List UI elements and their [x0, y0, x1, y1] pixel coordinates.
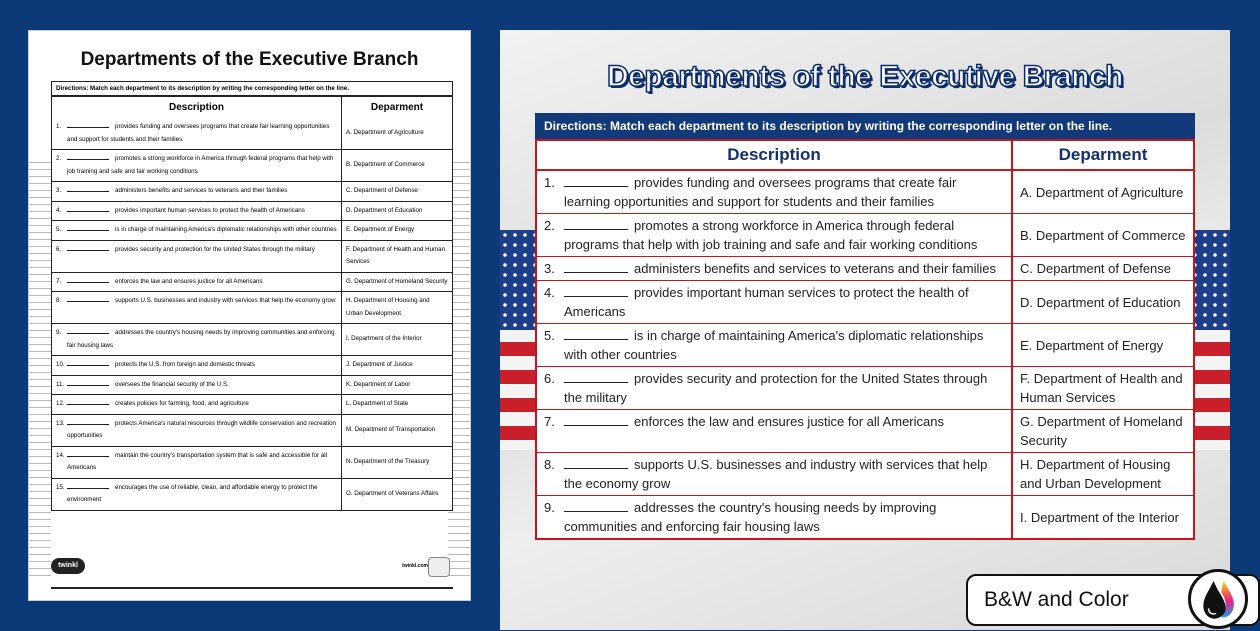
item-number: 4.: [56, 206, 62, 214]
answer-blank[interactable]: [67, 380, 109, 386]
department-cell: [342, 118, 452, 149]
flag-decoration: [500, 230, 540, 450]
item-number: 9.: [56, 329, 62, 336]
description: enforces the law and ensures justice for all Americans: [115, 277, 263, 285]
description: enforces the law and ensures justice for all Americans: [634, 414, 944, 429]
description-text: [67, 327, 337, 352]
description: administers benefits and services to veterans and their families: [634, 261, 997, 276]
item-number: 11.: [56, 380, 65, 388]
description-text: [67, 450, 337, 475]
ink-drops-icon: [1188, 569, 1248, 629]
department-name: C. Department of Defense: [346, 187, 418, 194]
table-row: [52, 323, 452, 355]
department-cell: [1013, 367, 1193, 409]
answer-blank[interactable]: [67, 328, 109, 334]
description: creates policies for farming, food, and agriculture: [115, 400, 249, 407]
description-cell: [537, 324, 1013, 366]
department-cell: [342, 447, 452, 478]
item-number: 15.: [56, 483, 65, 491]
table-row: [52, 118, 452, 149]
description: provides security and protection for the United States through the military: [115, 245, 315, 253]
description-cell: [537, 257, 1013, 280]
description-cell: [537, 496, 1013, 538]
description-text: [67, 295, 335, 320]
item-number: 4.: [544, 285, 555, 300]
description-text: [564, 498, 1004, 536]
description-cell: [537, 214, 1013, 256]
department-cell: [342, 415, 452, 446]
description-cell: [537, 453, 1013, 495]
department-name: O. Department of Veterans Affairs: [346, 489, 439, 497]
table-row: [537, 213, 1193, 256]
description: provides important human services to protect the health of Americans: [115, 206, 305, 214]
description-text: [564, 455, 1004, 493]
department-cell: [342, 356, 452, 375]
item-number: 2.: [56, 155, 62, 162]
answer-blank[interactable]: [67, 296, 109, 302]
description-text: [67, 359, 255, 372]
table-row: [52, 240, 452, 272]
department-cell: [1013, 171, 1193, 213]
color-worksheet-preview: [500, 30, 1230, 630]
description-cell: [537, 171, 1013, 213]
footer-rule: [51, 587, 453, 589]
item-number: 3.: [544, 261, 555, 276]
table-row: [52, 181, 452, 201]
department-cell: [342, 479, 452, 510]
description: administers benefits and services to veterans and their families: [115, 187, 288, 194]
table-row: [537, 280, 1193, 323]
description-text: [564, 369, 1004, 407]
department-cell: [1013, 257, 1193, 280]
description-text: [67, 244, 315, 269]
description-text: [67, 153, 337, 178]
department-cell: [342, 202, 452, 221]
directions: Directions: Match each department to its description by writing the corresponding letter on the line.: [535, 113, 1195, 139]
description-text: [67, 418, 337, 443]
item-number: 7.: [544, 414, 555, 429]
answer-blank[interactable]: [564, 413, 628, 426]
description: provides funding and oversees programs that create fair learning opportunities and support for students and their families: [67, 123, 330, 143]
description-cell: [52, 118, 342, 149]
description: promotes a strong workforce in America through federal programs that help with job training and safe and fair working conditions: [564, 218, 978, 252]
answer-blank[interactable]: [564, 499, 628, 512]
item-number: 8.: [544, 457, 555, 472]
department-name: I. Department of the Interior: [1020, 509, 1179, 525]
table-row: [52, 394, 452, 414]
bw-worksheet-preview: [28, 30, 471, 601]
answer-blank[interactable]: [564, 217, 628, 230]
description-text: [67, 121, 337, 146]
department-cell: [1013, 410, 1193, 452]
table-row: [537, 171, 1193, 213]
table-row: [537, 409, 1193, 452]
department-name: M. Department of Transportation: [346, 425, 436, 433]
flag-decoration: [1190, 230, 1230, 450]
item-number: 10.: [56, 361, 65, 368]
table-body: [52, 118, 452, 510]
department-cell: [342, 376, 452, 395]
description-text: [67, 398, 249, 411]
description-text: [564, 216, 1004, 254]
item-number: 14.: [56, 451, 65, 459]
department-name: B. Department of Commerce: [1020, 227, 1186, 243]
header-department: Deparment: [370, 102, 424, 113]
table-row: [52, 355, 452, 375]
table-row: [52, 220, 452, 240]
answer-blank[interactable]: [67, 419, 109, 425]
table-row: [52, 375, 452, 395]
description-cell: [52, 395, 342, 414]
description: provides security and protection for the United States through the military: [564, 371, 988, 405]
description-text: [67, 276, 263, 289]
description: promotes a strong workforce in America through federal programs that help with job training and safe and fair working conditions: [67, 155, 334, 175]
table-row: [52, 272, 452, 292]
description: is in charge of maintaining America's diplomatic relationships with other countries: [564, 328, 984, 362]
description-cell: [52, 273, 342, 292]
footer-url: twinkl.com: [402, 563, 428, 569]
department-cell: [342, 292, 452, 323]
item-number: 3.: [56, 187, 62, 194]
description: provides important human services to protect the health of Americans: [564, 285, 969, 319]
item-number: 2.: [544, 218, 555, 233]
department-cell: [1013, 214, 1193, 256]
answer-blank[interactable]: [67, 277, 109, 283]
answer-blank[interactable]: [564, 370, 628, 383]
department-name: G. Department of Homeland Security: [1020, 414, 1183, 448]
description-cell: [52, 356, 342, 375]
header-description: Description: [52, 97, 342, 118]
description: protects America's natural resources through wildlife conservation and recreation opportunities: [67, 419, 336, 439]
description-text: [564, 412, 944, 450]
description-cell: [52, 221, 342, 240]
description-text: [564, 326, 1004, 364]
description-cell: [52, 202, 342, 221]
description-cell: [52, 241, 342, 272]
department-name: D. Department of Education: [1020, 294, 1181, 310]
item-number: 6.: [56, 245, 62, 253]
description: is in charge of maintaining America's diplomatic relationships with other countries: [115, 226, 337, 233]
department-name: H. Department of Housing and Urban Development: [346, 297, 430, 317]
table-header: [52, 96, 452, 118]
item-number: 12.: [56, 400, 65, 407]
department-cell: [342, 241, 452, 272]
department-name: K. Department of Labor: [346, 380, 411, 388]
answer-blank[interactable]: [67, 225, 109, 231]
description: provides funding and oversees programs that create fair learning opportunities and support for students and their families: [564, 175, 957, 209]
description-text: [67, 205, 305, 218]
header-description: Description: [537, 141, 1013, 169]
table-row: [52, 201, 452, 221]
description: maintain the country's transportation system that is safe and accessible for all Americans: [67, 451, 328, 471]
table-row: [52, 291, 452, 323]
table-row: [537, 256, 1193, 280]
answer-blank[interactable]: [564, 456, 628, 469]
department-cell: [1013, 496, 1193, 538]
worksheet-title: Departments of the Executive Branch: [607, 60, 1123, 93]
matching-table: [51, 81, 453, 511]
description: supports U.S. businesses and industry with services that help the economy grow: [115, 297, 336, 304]
description-text: [564, 259, 996, 278]
table-row: [537, 323, 1193, 366]
department-cell: [1013, 324, 1193, 366]
department-cell: [342, 395, 452, 414]
item-number: 5.: [56, 226, 62, 233]
answer-blank[interactable]: [67, 451, 109, 457]
description: oversees the financial security of the U.S.: [115, 380, 229, 388]
description-cell: [52, 182, 342, 201]
directions: Directions: Match each department to its description by writing the corresponding letter on the line.: [52, 82, 452, 96]
item-number: 13.: [56, 419, 65, 427]
department-cell: [342, 273, 452, 292]
answer-blank[interactable]: [67, 122, 109, 128]
item-number: 7.: [56, 277, 62, 285]
department-name: D. Department of Education: [346, 206, 423, 214]
table-row: [52, 414, 452, 446]
department-name: C. Department of Defense: [1020, 261, 1172, 276]
answer-blank[interactable]: [564, 174, 628, 187]
description-cell: [52, 479, 342, 510]
description-cell: [52, 324, 342, 355]
table-row: [537, 495, 1193, 538]
answer-blank[interactable]: [67, 483, 109, 489]
twinkl-logo: twinkl: [51, 558, 85, 574]
description-cell: [52, 415, 342, 446]
answer-blank[interactable]: [564, 260, 628, 273]
answer-blank[interactable]: [67, 360, 109, 366]
description-cell: [537, 281, 1013, 323]
header-department: Deparment: [1058, 145, 1148, 164]
item-number: 8.: [56, 297, 62, 304]
answer-blank[interactable]: [564, 327, 628, 340]
description-cell: [52, 447, 342, 478]
department-cell: [1013, 281, 1193, 323]
department-name: E. Department of Energy: [1020, 337, 1164, 353]
answer-blank[interactable]: [67, 245, 109, 251]
description-text: [67, 482, 337, 507]
description: supports U.S. businesses and industry with services that help the economy grow: [564, 457, 988, 491]
department-cell: [342, 150, 452, 181]
department-cell: [1013, 453, 1193, 495]
department-cell: [342, 324, 452, 355]
department-cell: [342, 221, 452, 240]
department-name: A. Department of Agriculture: [1020, 184, 1184, 200]
table-row: [52, 446, 452, 478]
item-number: 9.: [544, 500, 555, 515]
department-name: F. Department of Health and Human Services: [346, 245, 446, 265]
table-header: [537, 141, 1193, 171]
description-cell: [537, 367, 1013, 409]
badge-label: B&W and Color: [984, 588, 1129, 611]
department-name: N. Department of the Treasury: [346, 457, 430, 465]
item-number: 6.: [544, 371, 555, 386]
department-name: J. Department of Justice: [346, 361, 413, 368]
department-cell: [342, 182, 452, 201]
description-text: [67, 379, 229, 392]
table-body: [537, 171, 1193, 538]
answer-blank[interactable]: [67, 399, 109, 405]
table-row: [52, 149, 452, 181]
description-text: [67, 185, 287, 198]
description: addresses the country's housing needs by improving communities and enforcing fair housing laws: [67, 329, 335, 349]
description-cell: [537, 410, 1013, 452]
description-cell: [52, 292, 342, 323]
matching-table: [535, 113, 1195, 540]
department-name: B. Department of Commerce: [346, 161, 425, 169]
worksheet-title: Departments of the Executive Branch: [80, 49, 419, 70]
description: encourages the use of reliable, clean, and affordable energy to protect the environment: [67, 483, 318, 503]
department-name: H. Department of Housing and Urban Development: [1020, 457, 1171, 491]
table-row: [537, 452, 1193, 495]
department-name: E. Department of Energy: [346, 226, 415, 233]
answer-blank[interactable]: [67, 154, 109, 160]
description-text: [67, 224, 337, 237]
department-name: A. Department of Agriculture: [346, 129, 424, 137]
item-number: 1.: [544, 175, 555, 190]
description-text: [564, 173, 1004, 211]
description-cell: [52, 376, 342, 395]
answer-blank[interactable]: [67, 186, 109, 192]
description: addresses the country's housing needs by improving communities and enforcing fair housing laws: [564, 500, 937, 534]
department-name: G. Department of Homeland Security: [346, 277, 448, 285]
table-row: [52, 478, 452, 510]
item-number: 5.: [544, 328, 555, 343]
department-name: I. Department of the Interior: [346, 335, 422, 343]
quality-badge-icon: [428, 557, 450, 577]
department-name: L. Department of State: [346, 400, 409, 407]
building-decoration: [29, 156, 51, 576]
answer-blank[interactable]: [67, 206, 109, 212]
description-cell: [52, 150, 342, 181]
description-text: [564, 283, 1004, 321]
table-row: [537, 366, 1193, 409]
description: protects the U.S. from foreign and domestic threats: [115, 361, 255, 368]
answer-blank[interactable]: [564, 284, 628, 297]
department-name: F. Department of Health and Human Services: [1020, 371, 1183, 405]
item-number: 1.: [56, 123, 62, 130]
